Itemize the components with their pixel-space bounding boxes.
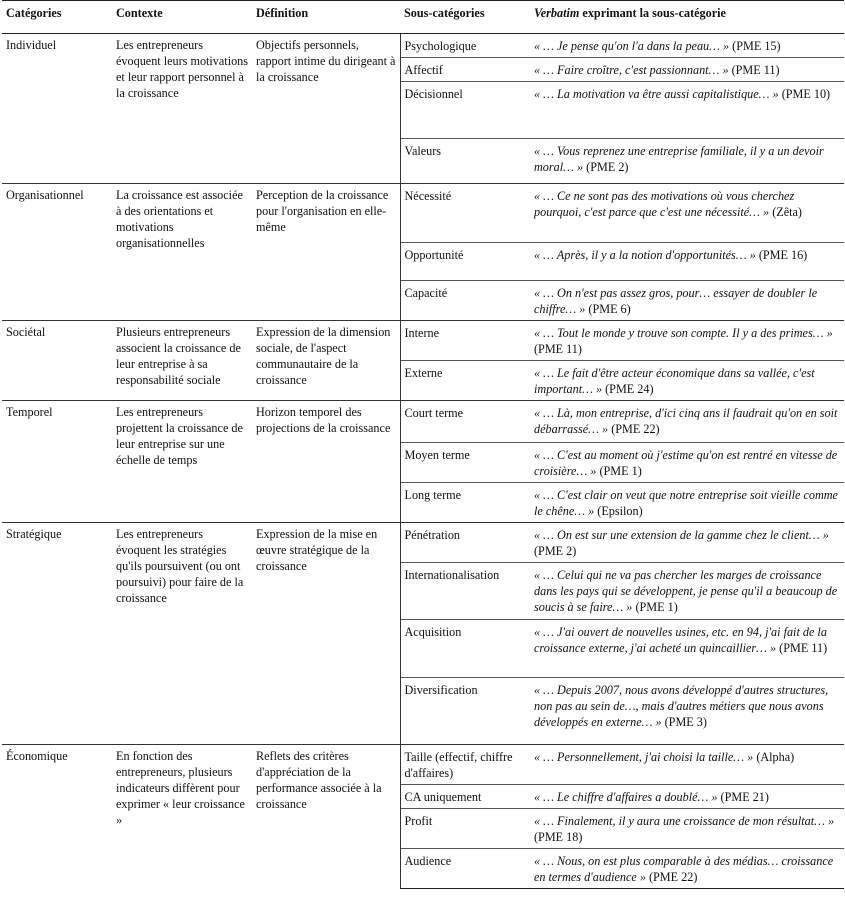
- subcategory-cell: Internationalisation: [400, 563, 530, 620]
- verbatim-quote: « … Celui qui ne va pas chercher les marges de croissance dans les pays qui se développent, je pense qu'il a beaucoup de soucis à se faire… »: [534, 568, 838, 614]
- verbatim-source: (PME 3): [661, 715, 707, 729]
- verbatim-quote: « … Faire croître, c'est passionnant… »: [534, 63, 729, 77]
- verbatim-quote: « … Je pense qu'on l'a dans la peau… »: [534, 39, 730, 53]
- verbatim-cell: [530, 401, 844, 443]
- verbatim-quote: « … C'est au moment où j'estime qu'on est rentré en vitesse de croisière… »: [534, 448, 838, 478]
- verbatim-source: (PME 21): [717, 790, 769, 804]
- definition-cell: Perception de la croissance pour l'organisation en elle-même: [252, 184, 400, 321]
- table-row: [2, 745, 844, 785]
- verbatim-quote: « … On n'est pas assez gros, pour… essayer de doubler le chiffre… »: [534, 286, 818, 316]
- header-definition: Définition: [252, 1, 400, 34]
- definition-cell: Expression de la mise en œuvre stratégique de la croissance: [252, 523, 400, 745]
- contexte-cell: Les entrepreneurs projettent la croissance de leur entreprise sur une échelle de temps: [112, 401, 252, 523]
- verbatim-source: (PME 15): [729, 39, 781, 53]
- category-cell: Stratégique: [2, 523, 112, 745]
- verbatim-quote: « … Finalement, il y aura une croissance de mon résultat… »: [534, 814, 835, 828]
- verbatim-cell: [530, 361, 844, 401]
- verbatim-source: (PME 11): [728, 63, 780, 77]
- subcategory-cell: Diversification: [400, 678, 530, 745]
- verbatim-source: (PME 24): [602, 382, 654, 396]
- category-cell: Temporel: [2, 401, 112, 523]
- verbatim-quote: « … C'est clair on veut que notre entreprise soit vieille comme le chêne… »: [534, 488, 838, 518]
- verbatim-source: (PME 2): [534, 544, 577, 558]
- subcategory-cell: Valeurs: [400, 139, 530, 184]
- contexte-cell: Plusieurs entrepreneurs associent la croissance de leur entreprise à sa responsabilité sociale: [112, 321, 252, 401]
- verbatim-source: (PME 6): [585, 302, 631, 316]
- subcategory-cell: Opportunité: [400, 243, 530, 281]
- header-row: [2, 1, 844, 34]
- verbatim-quote: « … Le fait d'être acteur économique dans sa vallée, c'est important… »: [534, 366, 815, 396]
- subcategory-cell: Court terme: [400, 401, 530, 443]
- header-verbatim: [530, 1, 844, 34]
- verbatim-source: (PME 22): [645, 870, 698, 884]
- subcategory-cell: Pénétration: [400, 523, 530, 563]
- table-row: [2, 184, 844, 243]
- verbatim-cell: [530, 321, 844, 361]
- verbatim-cell: [530, 745, 844, 785]
- category-cell: Organisationnel: [2, 184, 112, 321]
- table-row: [2, 34, 844, 58]
- header-contexte: Contexte: [112, 1, 252, 34]
- verbatim-quote: « … Après, il y a la notion d'opportunités… »: [534, 248, 756, 262]
- verbatim-source: (PME 2): [583, 160, 629, 174]
- subcategory-cell: Capacité: [400, 281, 530, 321]
- subcategory-cell: Long terme: [400, 483, 530, 523]
- category-cell: Individuel: [2, 34, 112, 184]
- subcategory-cell: Interne: [400, 321, 530, 361]
- verbatim-source: (PME 1): [632, 600, 678, 614]
- definition-cell: Reflets des critères d'appréciation de la performance associée à la croissance: [252, 745, 400, 889]
- verbatim-source: (PME 18): [534, 830, 583, 844]
- verbatim-cell: [530, 243, 844, 281]
- table-row: [2, 523, 844, 563]
- verbatim-quote: « … Le chiffre d'affaires a doublé… »: [534, 790, 718, 804]
- header-verbatim-italic: Verbatim: [534, 6, 580, 20]
- verbatim-cell: [530, 483, 844, 523]
- verbatim-cell: [530, 58, 844, 82]
- categories-table: [2, 0, 844, 889]
- verbatim-quote: « … Depuis 2007, nous avons développé d'autres structures, non pas au sein de…, mais d'autres métiers que nous avons développés en externe… »: [534, 683, 829, 729]
- verbatim-quote: « … Vous reprenez une entreprise familiale, il y a un devoir moral… »: [534, 144, 824, 174]
- verbatim-quote: « … Là, mon entreprise, d'ici cinq ans il faudrait qu'on en soit débarrassé… »: [534, 406, 838, 436]
- header-verbatim-rest: exprimant la sous-catégorie: [579, 6, 726, 20]
- definition-cell: Horizon temporel des projections de la croissance: [252, 401, 400, 523]
- verbatim-quote: « … On est sur une extension de la gamme chez le client… »: [534, 528, 829, 542]
- subcategory-cell: Décisionnel: [400, 82, 530, 139]
- verbatim-cell: [530, 563, 844, 620]
- subcategory-cell: Externe: [400, 361, 530, 401]
- subcategory-cell: Audience: [400, 849, 530, 889]
- header-categories: Catégories: [2, 1, 112, 34]
- verbatim-cell: [530, 809, 844, 849]
- subcategory-cell: Taille (effectif, chiffre d'affaires): [400, 745, 530, 785]
- verbatim-cell: [530, 82, 844, 139]
- subcategory-cell: Acquisition: [400, 620, 530, 678]
- verbatim-cell: [530, 785, 844, 809]
- subcategory-cell: Profit: [400, 809, 530, 849]
- verbatim-source: (Alpha): [753, 750, 795, 764]
- table-row: [2, 321, 844, 361]
- verbatim-cell: [530, 443, 844, 483]
- verbatim-source: (PME 16): [755, 248, 808, 262]
- definition-cell: Expression de la dimension sociale, de l'aspect communautaire de la croissance: [252, 321, 400, 401]
- category-cell: Économique: [2, 745, 112, 889]
- verbatim-cell: [530, 678, 844, 745]
- verbatim-source: (Zêta): [769, 205, 802, 219]
- verbatim-quote: « … Nous, on est plus comparable à des médias… croissance en termes d'audience »: [534, 854, 834, 884]
- verbatim-quote: « … J'ai ouvert de nouvelles usines, etc. en 94, j'ai fait de la croissance externe, j'ai acheté un quincaillier… »: [534, 625, 827, 655]
- verbatim-quote: « … Ce ne sont pas des motivations où vous cherchez pourquoi, c'est parce que c'est une nécessité… »: [534, 189, 795, 219]
- verbatim-source: (PME 11): [776, 641, 828, 655]
- contexte-cell: Les entrepreneurs évoquent leurs motivations et leur rapport personnel à la croissance: [112, 34, 252, 184]
- subcategory-cell: Nécessité: [400, 184, 530, 243]
- verbatim-cell: [530, 281, 844, 321]
- verbatim-cell: [530, 620, 844, 678]
- contexte-cell: La croissance est associée à des orientations et motivations organisationnelles: [112, 184, 252, 321]
- verbatim-quote: « … Personnellement, j'ai choisi la taille… »: [534, 750, 754, 764]
- verbatim-source: (PME 10): [778, 87, 831, 101]
- verbatim-cell: [530, 523, 844, 563]
- header-sous-categories: Sous-catégories: [400, 1, 530, 34]
- verbatim-source: (PME 1): [596, 464, 642, 478]
- verbatim-cell: [530, 849, 844, 889]
- verbatim-cell: [530, 139, 844, 184]
- subcategory-cell: CA uniquement: [400, 785, 530, 809]
- subcategory-cell: Psychologique: [400, 34, 530, 58]
- verbatim-source: (PME 11): [534, 342, 582, 356]
- table-row: [2, 401, 844, 443]
- subcategory-cell: Moyen terme: [400, 443, 530, 483]
- subcategory-cell: Affectif: [400, 58, 530, 82]
- contexte-cell: Les entrepreneurs évoquent les stratégies qu'ils poursuivent (ou ont poursuivi) pour faire de la croissance: [112, 523, 252, 745]
- verbatim-source: (Epsilon): [594, 504, 643, 518]
- verbatim-cell: [530, 184, 844, 243]
- verbatim-cell: [530, 34, 844, 58]
- verbatim-quote: « … La motivation va être aussi capitalistique… »: [534, 87, 779, 101]
- verbatim-source: (PME 22): [608, 422, 660, 436]
- category-cell: Sociétal: [2, 321, 112, 401]
- verbatim-quote: « … Tout le monde y trouve son compte. Il y a des primes… »: [534, 326, 833, 340]
- table-body: [2, 34, 844, 889]
- definition-cell: Objectifs personnels, rapport intime du dirigeant à la croissance: [252, 34, 400, 184]
- contexte-cell: En fonction des entrepreneurs, plusieurs indicateurs diffèrent pour exprimer « leur croissance »: [112, 745, 252, 889]
